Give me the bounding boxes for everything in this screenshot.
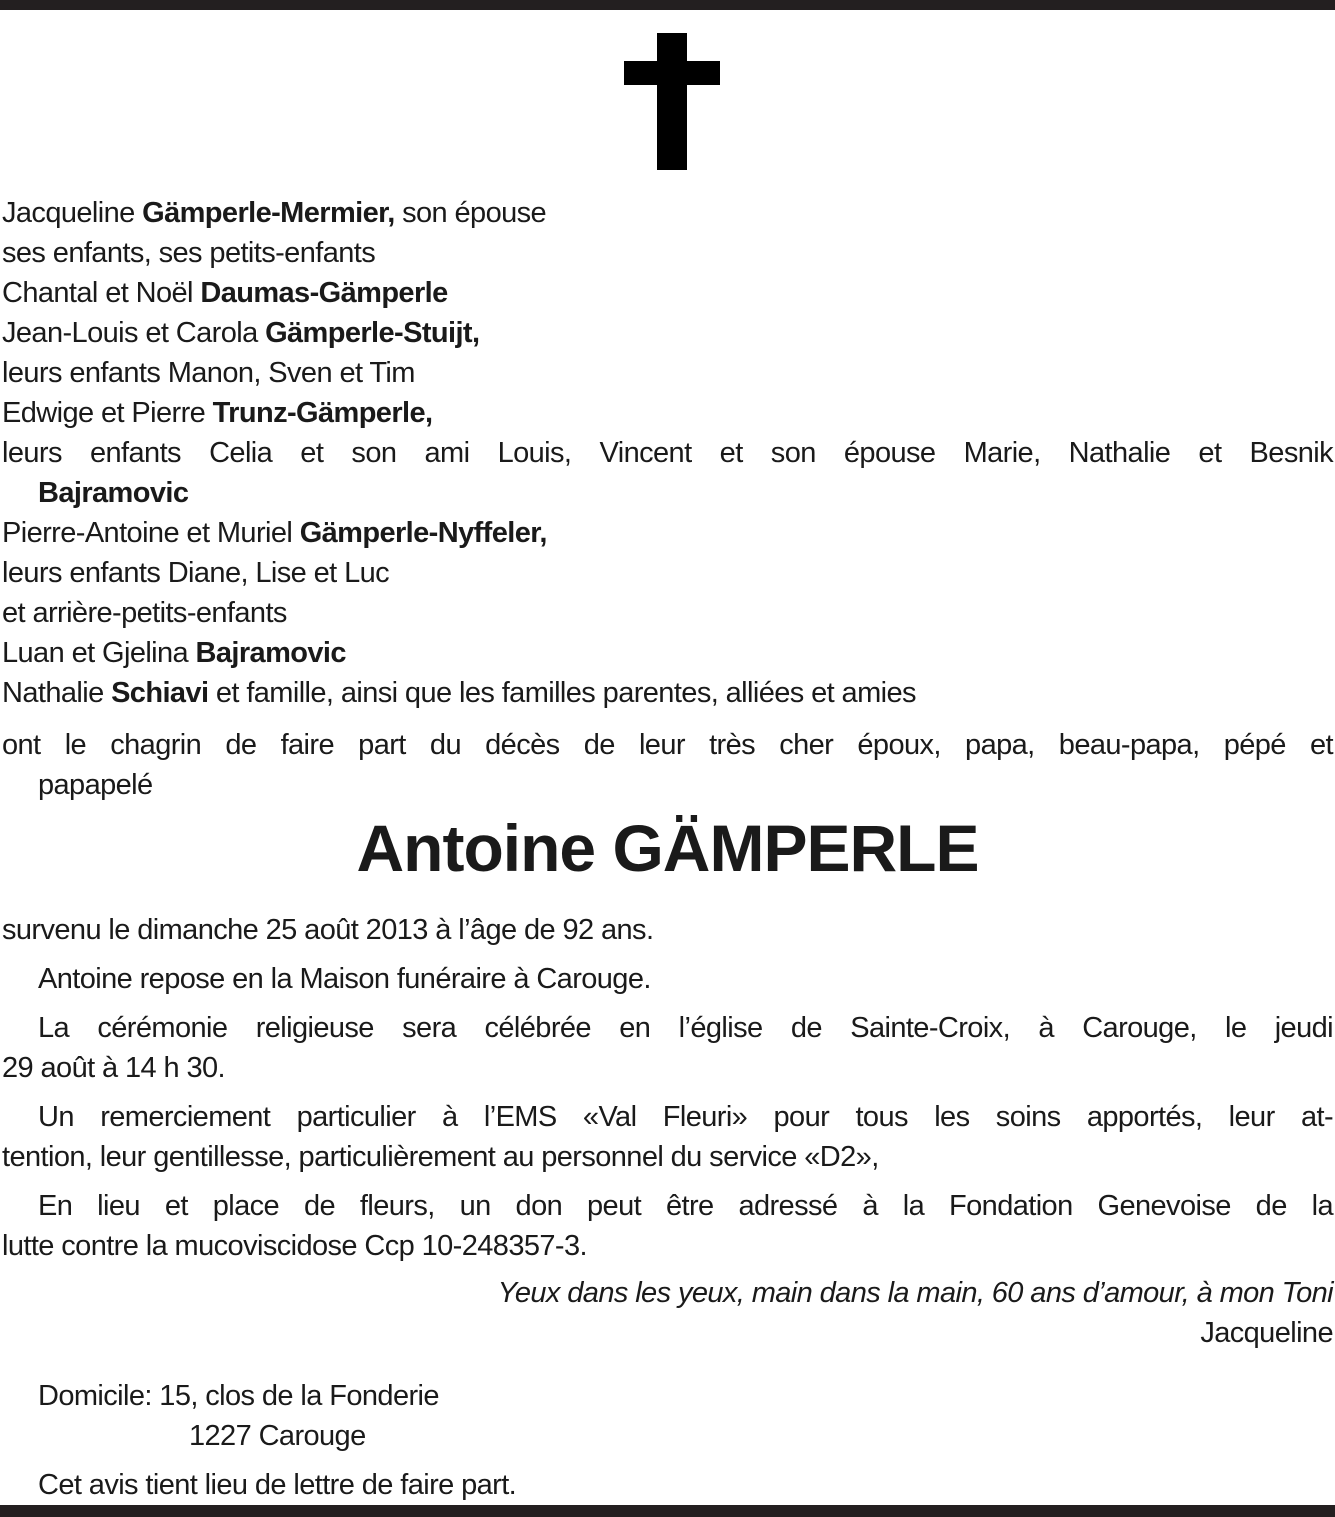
domicile-city: 1227 Carouge <box>189 1420 366 1452</box>
family-text: Nathalie <box>2 677 112 709</box>
family-list <box>2 193 1333 713</box>
dedication-text: Yeux dans les yeux, main dans la main, 60 ans d’amour, à mon Toni <box>497 1277 1333 1309</box>
family-line <box>2 233 1333 273</box>
family-surname: Trunz-Gämperle, <box>212 397 433 429</box>
family-line <box>2 313 1333 353</box>
notice-body <box>2 910 1333 1505</box>
closing-note: Cet avis tient lieu de lettre de faire part. <box>38 1469 517 1501</box>
family-line <box>2 473 1333 513</box>
body-line: Un remerciement particulier à l’EMS «Val Fleuri» pour tous les soins apportés, leur at- <box>38 1101 1333 1133</box>
family-surname: Bajramovic <box>38 477 189 509</box>
top-rule <box>0 0 1335 10</box>
family-text: Edwige et Pierre <box>2 397 213 429</box>
family-text: son épouse <box>394 197 547 229</box>
family-line <box>2 633 1333 673</box>
announcement <box>2 725 1333 805</box>
family-text: Jean-Louis et Carola <box>2 317 266 349</box>
body-line: lutte contre la mucoviscidose Ccp 10-248357-3. <box>2 1230 587 1262</box>
bottom-rule <box>0 1505 1335 1517</box>
family-text: Luan et Gjelina <box>2 637 196 669</box>
family-text: leurs enfants Manon, Sven et Tim <box>2 357 415 389</box>
family-text: et arrière-petits-enfants <box>2 597 287 629</box>
family-line <box>2 193 1333 233</box>
family-line <box>2 593 1333 633</box>
family-text: leurs enfants Celia et son ami Louis, Vincent et son épouse Marie, Nathalie et Besnik <box>2 437 1333 469</box>
family-line <box>2 353 1333 393</box>
domicile-address: Domicile: 15, clos de la Fonderie <box>38 1380 439 1412</box>
family-surname: Schiavi <box>111 677 209 709</box>
family-surname: Bajramovic <box>195 637 346 669</box>
family-surname: Gämperle-Stuijt, <box>265 317 480 349</box>
family-line <box>2 553 1333 593</box>
body-line: tention, leur gentillesse, particulièrement au personnel du service «D2», <box>2 1141 879 1173</box>
family-line <box>2 433 1333 473</box>
family-line <box>2 393 1333 433</box>
family-line <box>2 673 1333 713</box>
cross-icon <box>624 33 720 170</box>
family-text: Chantal et Noël <box>2 277 201 309</box>
family-surname: Daumas-Gämperle <box>200 277 448 309</box>
family-text: ses enfants, ses petits-enfants <box>2 237 376 269</box>
family-text: et famille, ainsi que les familles parentes, alliées et amies <box>208 677 916 709</box>
body-line: La cérémonie religieuse sera célébrée en l’église de Sainte-Croix, à Carouge, le jeudi <box>38 1012 1333 1044</box>
family-surname: Gämperle-Nyffeler, <box>299 517 547 549</box>
body-line: Antoine repose en la Maison funéraire à Carouge. <box>38 963 651 995</box>
family-surname: Gämperle-Mermier, <box>142 197 395 229</box>
announcement-line: ont le chagrin de faire part du décès de leur très cher époux, papa, beau-papa, pépé et <box>2 729 1333 761</box>
dedication <box>2 1273 1333 1313</box>
family-text: Jacqueline <box>2 197 143 229</box>
body-line: En lieu et place de fleurs, un don peut être adressé à la Fondation Genevoise de la <box>38 1190 1333 1222</box>
body-line: 29 août à 14 h 30. <box>2 1052 226 1084</box>
deceased-name: Antoine GÄMPERLE <box>356 811 979 885</box>
signature: Jacqueline <box>1200 1317 1333 1349</box>
family-line <box>2 273 1333 313</box>
family-line <box>2 513 1333 553</box>
family-text: leurs enfants Diane, Lise et Luc <box>2 557 390 589</box>
announcement-line: papapelé <box>38 769 153 801</box>
body-line: survenu le dimanche 25 août 2013 à l’âge de 92 ans. <box>2 914 654 946</box>
family-text: Pierre-Antoine et Muriel <box>2 517 300 549</box>
